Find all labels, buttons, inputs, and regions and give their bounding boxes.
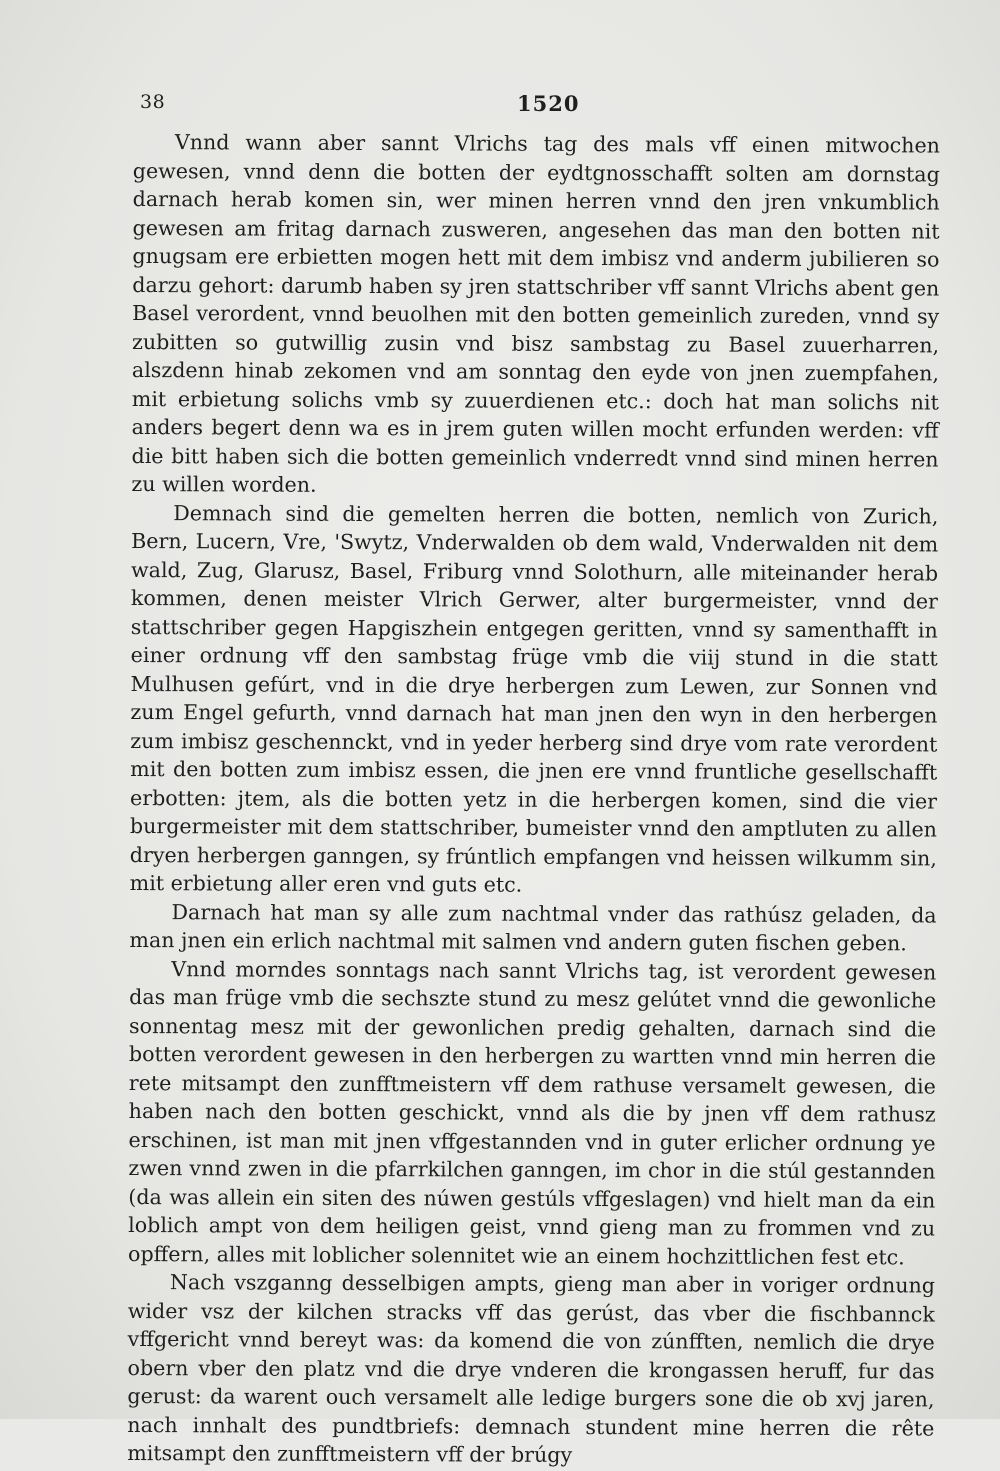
paragraph: Demnach sind die gemelten herren die botten, nemlich von Zurich, Bern, Lucern, Vre, 'Swytz, Vnderwalden ob dem wald, Vnderwalden nit dem wald, Zug, Glarusz, Basel, Friburg vnnd Solothurn, alle miteinander herab kommen, denen meister Vlrich Gerwer, alter burgermeister, vnnd der stattschriber gegen Hapgiszhein entgegen geritten, vnnd sy samenthafft in einer ordnung vff den sambstag früge vmb die viij stund in die statt Mulhusen gefúrt, vnd in die drye herbergen zum Lewen, zur Sonnen vnd zum Engel gefurth, vnnd darnach hat man jnen den wyn in den herbergen zum imbisz geschennckt, vnd in yeder herberg sind drye vom rate verordent mit den botten zum imbisz essen, die jnen ere vnnd fruntliche gesellschafft erbotten: jtem, als die botten yetz in die herbergen komen, sind die vier burgermeister mit dem stattschriber, bumeister vnnd den amptluten zu allen dryen herbergen ganngen, sy frúntlich empfangen vnd heissen wilkumm sin, mit erbietung aller eren vnd guts etc.	[129, 500, 939, 897]
page-number: 38	[140, 91, 166, 113]
paragraph: Nach vszganng desselbigen ampts, gieng man aber in voriger ordnung wider vsz der kilchen stracks vff das gerúst, das vber die fischbannck vffgericht vnnd bereyt was: da komend die von zúnfften, nemlich die drye obern vber den platz vnd die drye vnderen die krongassen heruff, fur das gerust: da warent ouch versamelt alle ledige burgers sone die ob xvj jaren, nach innhalt des pundtbriefs: demnach stundent mine herren die rête mitsampt den zunfftmeistern vff der brúgy	[127, 1270, 936, 1467]
running-head-year: 1520	[517, 91, 580, 116]
paragraph: Vnnd wann aber sannt Vlrichs tag des mals vff einen mitwochen gewesen, vnnd denn die botten der eydtgnosschafft solten am dornstag darnach herab komen sin, wer minen herren vnnd den jren vnkumblich gewesen am fritag darnach zusweren, angesehen das man den botten nit gnugsam ere erbietten mogen hett mit dem imbisz vnd anderm jubilieren so darzu gehort: darumb haben sy jren stattschriber vff sannt Vlrichs abent gen Basel verordent, vnnd beuolhen mit den botten gemeinlich zureden, vnnd sy zubitten so gutwillig zusin vnd bisz sambstag zu Basel zuuerharren, alszdenn hinab zekomen vnd am sonntag den eyde von jnen zuempfahen, mit erbietung solichs vmb sy zuuerdienen etc.: doch hat man solichs nit anders begert denn wa es in jrem guten willen mocht erfunden werden: vff die bitt haben sich die botten gemeinlich vnderredt vnnd sind minen herren zu willen worden.	[131, 130, 940, 497]
body-text	[127, 128, 940, 1471]
page-header	[0, 88, 1000, 118]
paragraph: Vnnd morndes sonntags nach sannt Vlrichs tag, ist verordent gewesen das man früge vmb die sechszte stund zu mesz gelútet vnnd die gewonliche sonnentag mesz mit der gewonlichen predig gehalten, darnach sind die botten verordent gewesen in den herbergen zu wartten vnnd min herren die rete mitsampt den zunfftmeistern vff dem rathuse versamelt gewesen, die haben nach den botten geschickt, vnnd als die by jnen vff dem rathusz erschinen, ist man mit jnen vffgestannden vnd in guter erlicher ordnung ye zwen vnnd zwen in die pfarrkilchen ganngen, im chor in die stúl gestannden (da was allein ein siten des núwen gestúls vffgeslagen) vnd hielt man da ein loblich ampt von dem heiligen geist, vnnd gieng man zu frommen vnd zu opffern, alles mit loblicher solennitet wie an einem hochzittlichen fest etc.	[128, 956, 937, 1269]
paragraph: Darnach hat man sy alle zum nachtmal vnder das rathúsz geladen, da man jnen ein erlich nachtmal mit salmen vnd andern guten fischen geben.	[129, 899, 937, 956]
